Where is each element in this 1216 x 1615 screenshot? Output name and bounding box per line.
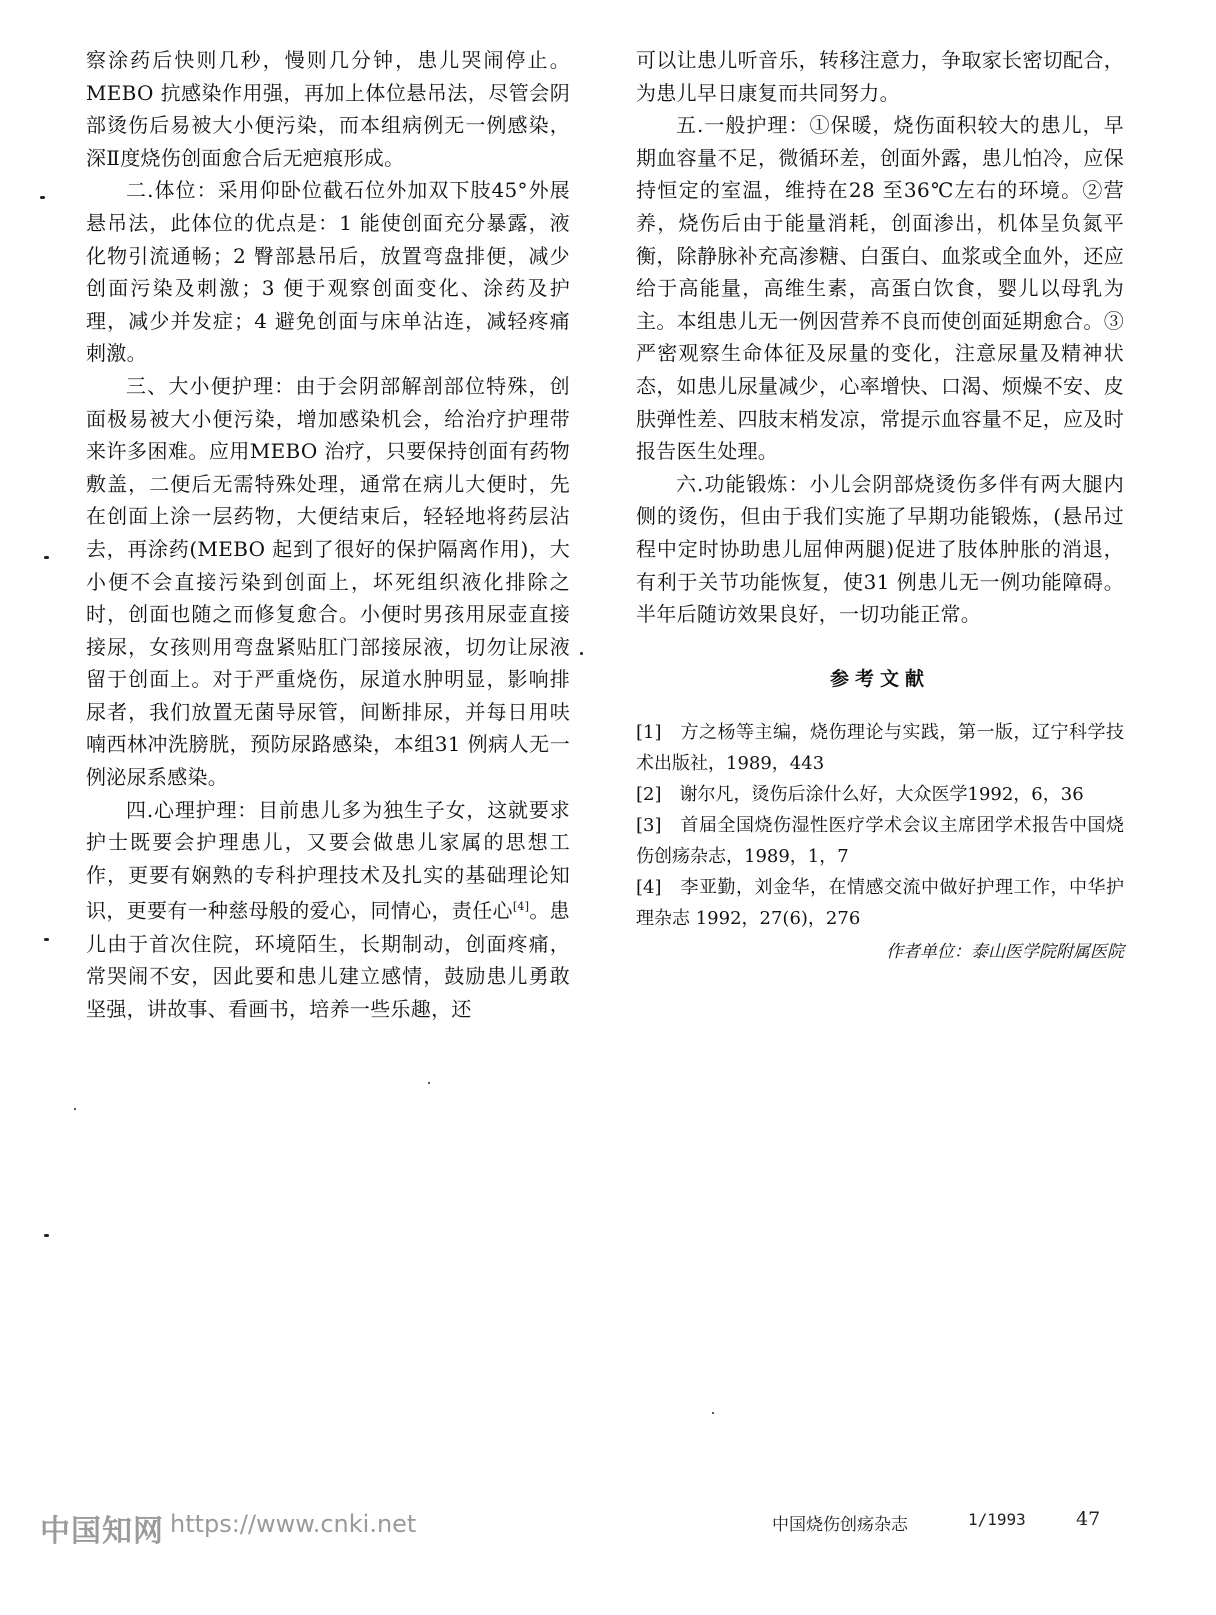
references-heading: 参考文献 [829, 667, 930, 690]
paragraph-excretion-care: 三、大小便护理：由于会阴部解剖部位特殊，创面极易被大小便污染，增加感染机会，给治疗护理带来许多困难。应用MEBO 治疗，只要保持创面有药物敷盖，二便后无需特殊处理，通常在病儿大便时，先在创面上涂一层药物，大便结束后，轻轻地将药层沾去，再涂药(MEBO 起到了很好的保护隔离作用)，大小便不会直接污染到创面上，坏死组织液化排除之时，创面也随之而修复愈合。小便时男孩用尿壶直接接尿，女孩则用弯盘紧贴肛门部接尿液，切勿让尿液留于创面上。对于严重烧伤，尿道水肿明显，影响排尿者，我们放置无菌导尿管，间断排尿，并每日用呋喃西林冲洗膀胱，预防尿路感染，本组31 例病人无一例泌尿系感染。 [86, 373, 570, 790]
scan-speck [44, 556, 49, 559]
cnki-url: https://www.cnki.net [170, 1510, 417, 1538]
reference-item: [1] 方之杨等主编，烧伤理论与实践，第一版，辽宁科学技术出版社，1989，443 [636, 721, 1124, 774]
psych-text-main: 四.心理护理：目前患儿多为独生子女，这就要求护士既要会护理患儿，又要会做患儿家属的思想工作，更要有娴熟的专科护理技术及扎实的基础理论知识，更要有一种慈母般的爱心，同情心，责任心 [86, 797, 570, 924]
reference-list [636, 717, 1124, 934]
paragraph-psych-continued: 可以让患儿听音乐，转移注意力，争取家长密切配合，为患儿早日康复而共同努力。 [636, 48, 1124, 105]
paragraph-infection-control: 察涂药后快则几秒，慢则几分钟，患儿哭闹停止。MEBO 抗感染作用强，再加上体位悬吊法，尽管会阴部烫伤后易被大小便污染，而本组病例无一例感染，深Ⅱ度烧伤创面愈合后无疤痕形成。 [86, 48, 570, 170]
scan-speck [428, 1082, 430, 1084]
paragraph-psychological-care [86, 794, 570, 1026]
author-affiliation: 作者单位：泰山医学院附属医院 [886, 941, 1124, 962]
left-column [86, 44, 570, 1025]
scan-speck [40, 196, 45, 199]
paragraph-general-care: 五.一般护理：①保暖，烧伤面积较大的患儿，早期血容量不足，微循环差，创面外露，患儿怕冷，应保持恒定的室温，维持在28 至36℃左右的环境。②营养，烧伤后由于能量消耗，创面渗出，机体呈负氮平衡，除静脉补充高渗糖、白蛋白、血浆或全血外，还应给于高能量，高维生素，高蛋白饮食，婴儿以母乳为主。本组患儿无一例因营养不良而使创面延期愈合。③ 严密观察生命体征及尿量的变化，注意尿量及精神状态，如患儿尿量减少，心率增快、口渴、烦燥不安、皮肤弹性差、四肢末梢发凉，常提示血容量不足，应及时报告医生处理。 [636, 113, 1124, 464]
journal-issue: 1/1993 [968, 1510, 1026, 1529]
citation-marker: [4] [512, 900, 530, 914]
journal-name: 中国烧伤创疡杂志 [772, 1515, 908, 1535]
reference-item: [2] 谢尔凡，烫伤后涂什么好，大众医学1992，6，36 [636, 783, 1084, 805]
scan-speck [712, 1412, 714, 1414]
paragraph-position: 二.体位：采用仰卧位截石位外加双下肢45°外展悬吊法，此体位的优点是：1 能使创面充分暴露，液化物引流通畅；2 臀部悬吊后，放置弯盘排便，减少创面污染及刺激；3 便于观察创面变化、涂药及护理，减少并发症；4 避免创面与床单沾连，减轻疼痛刺激。 [86, 178, 570, 366]
paragraph-function-exercise: 六.功能锻炼：小儿会阴部烧烫伤多伴有两大腿内侧的烫伤，但由于我们实施了早期功能锻炼，(悬吊过程中定时协助患儿屈伸两腿)促进了肢体肿胀的消退，有利于关节功能恢复，使31 例患儿无一例功能障碍。半年后随访效果良好，一切功能正常。 [636, 471, 1124, 627]
page-number: 47 [1076, 1508, 1101, 1530]
right-column [636, 44, 1124, 968]
psych-text-rest: 。患儿由于首次住院，环境陌生，长期制动，创面疼痛，常哭闹不安，因此要和患儿建立感情，鼓励患儿勇敢坚强，讲故事、看画书，培养一些乐趣，还 [86, 899, 570, 1021]
scan-speck [74, 1108, 76, 1110]
scan-speck [580, 652, 583, 655]
scan-speck [44, 1234, 49, 1237]
scan-speck [44, 938, 49, 941]
reference-item: [3] 首届全国烧伤湿性医疗学术会议主席团学术报告中国烧伤创疡杂志，1989，1，7 [636, 814, 1124, 867]
cnki-logo: 中国知网 [40, 1514, 164, 1549]
reference-item: [4] 李亚勤，刘金华，在情感交流中做好护理工作，中华护理杂志 1992，27(6)，276 [636, 876, 1124, 929]
